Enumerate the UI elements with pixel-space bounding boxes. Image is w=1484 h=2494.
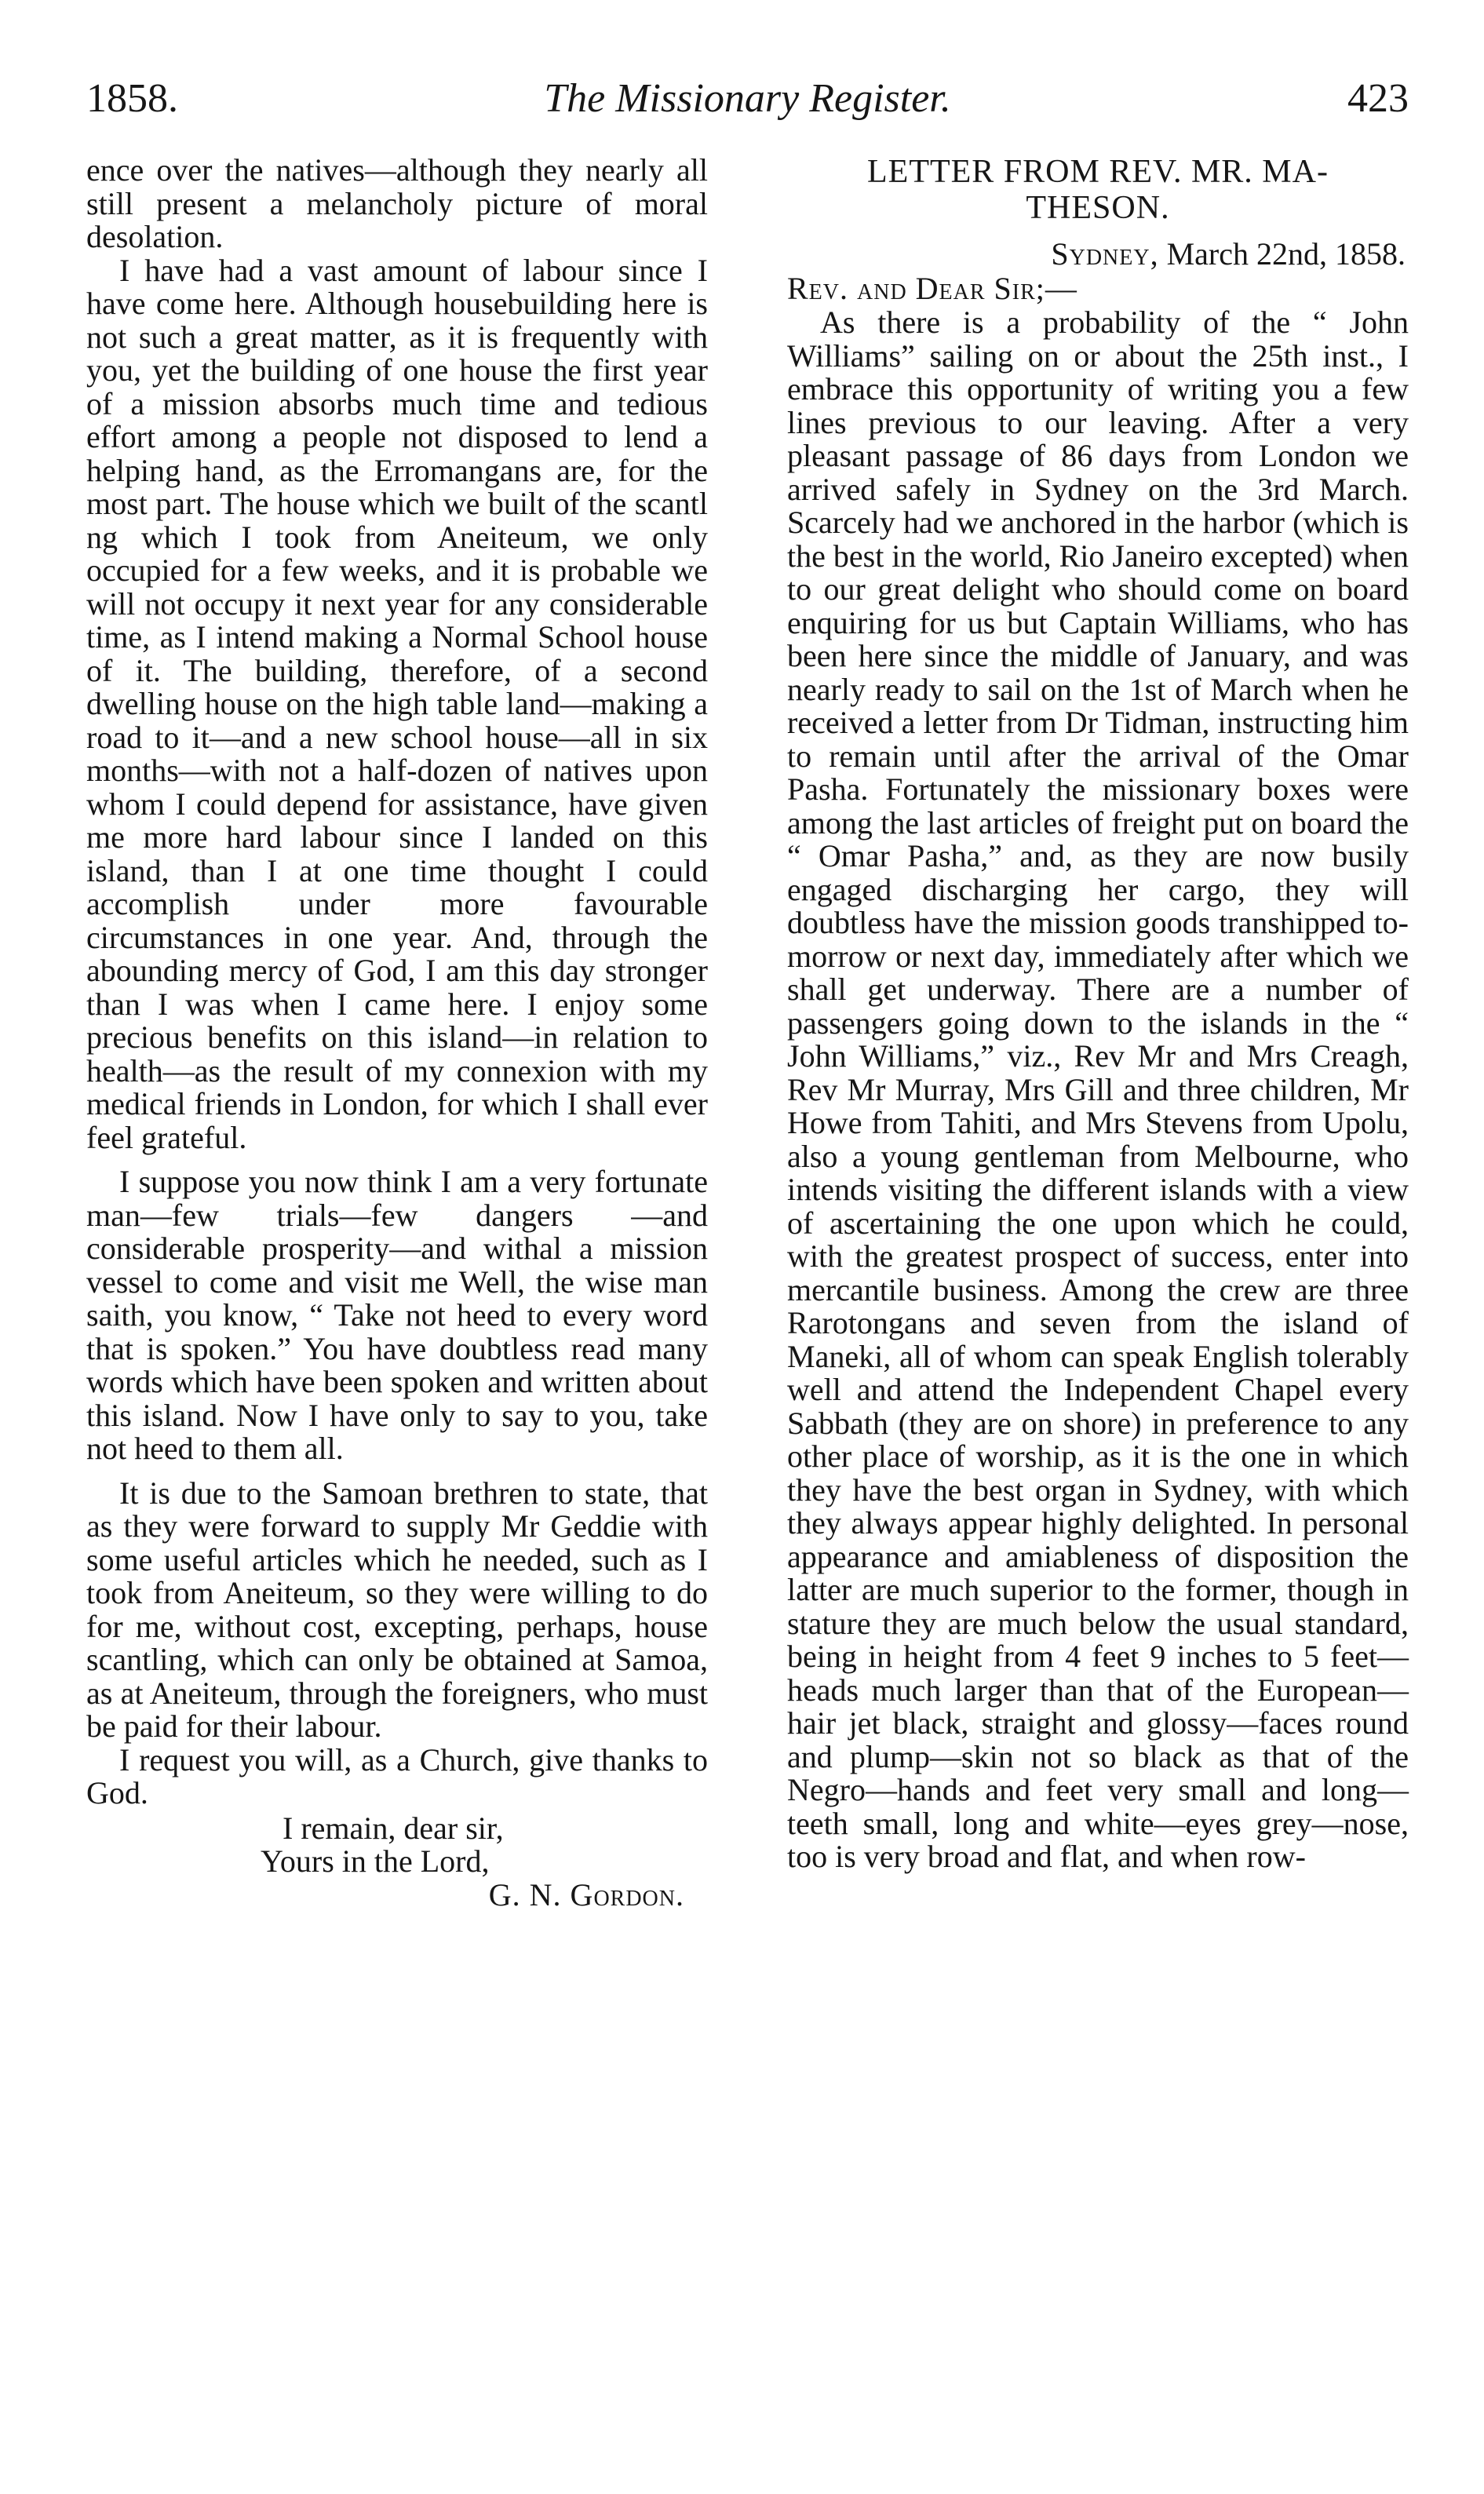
paragraph-request: I request you will, as a Church, give thanks to God. <box>86 1741 708 1810</box>
paragraph-fortunate-man: I suppose you now think I am a very fortunate man—few trials—few dangers —and considerable prosperity—and withal a mission vessel to come and visit me Well, the wise man saith, you know, “ Take not heed to every word that is spoken.” You have doubtless read many words which have been spoken and written about this island. Now I have only to say to you, take not heed to them all. <box>86 1164 708 1466</box>
right-column <box>787 154 1409 1874</box>
dateline-date: March 22nd, 1858. <box>1166 236 1406 272</box>
left-column <box>86 154 708 1912</box>
running-head <box>86 74 1409 124</box>
salutation: Rev. and Dear Sir;— <box>787 271 1077 306</box>
journal-title: The Missionary Register. <box>544 76 951 121</box>
page-number: 423 <box>1347 76 1409 121</box>
header-year: 1858. <box>86 76 178 121</box>
letter-heading <box>787 154 1409 226</box>
closing-line-remain: I remain, dear sir, <box>283 1810 504 1846</box>
dateline-place: Sydney, <box>1051 236 1159 272</box>
paragraph-continued: ence over the natives—although they nearly all still present a melancholy picture of moral desolation. <box>86 152 708 254</box>
letter-heading-line1: LETTER FROM REV. MR. MA- <box>867 154 1329 190</box>
paragraph-labour: I have had a vast amount of labour since I have come here. Although housebuilding here is not such a great matter, as it is frequently with you, yet the building of one house the first year of a mission absorbs much time and tedious effort among a people not disposed to lend a helping hand, as the Erromangans are, for the most part. The house which we built of the scantl ng which I took from Aneiteum, we only occupied for a few weeks, and it is probable we will not occupy it next year for any considerable time, as I intend making a Normal School house of it. The building, therefore, of a second dwelling house on the high table land—making a road to it—and a new school house—all in six months—with not a half-dozen of natives upon whom I could depend for assistance, have given me more hard labour since I landed on this island, than I at one time thought I could accomplish under more favourable circumstances in one year. And, through the abounding mercy of God, I am this day stronger than I was when I came here. I enjoy some precious benefits on this island—in relation to health—as the result of my connexion with my medical friends in London, for which I shall ever feel grateful. <box>86 252 708 1155</box>
signature: G. N. Gordon. <box>488 1876 684 1912</box>
closing-line-yours: Yours in the Lord, <box>261 1843 490 1879</box>
dateline <box>787 237 1406 272</box>
paragraph-samoan-brethren: It is due to the Samoan brethren to state, that as they were forward to supply Mr Geddie with some useful articles which he needed, such as I took from Aneiteum, so they were willing to do for me, without cost, excepting, perhaps, house scantling, which can only be obtained at Samoa, as at Aneiteum, through the foreigners, who must be paid for their labour. <box>86 1475 708 1744</box>
letter-heading-line2: THESON. <box>1026 190 1170 226</box>
letter-closing <box>86 1812 708 1912</box>
paragraph-matheson-letter: As there is a probability of the “ John Williams” sailing on or about the 25th inst., I embrace this opportunity of writing you a few lines previous to our leaving. After a very pleasant passage of 86 days from London we arrived safely in Sydney on the 3rd March. Scarcely had we anchored in the harbor (which is the best in the world, Rio Janeiro excepted) when to our great delight who should come on board enquiring for us but Captain Williams, who has been here since the middle of January, and was nearly ready to sail on the 1st of March when he received a letter from Dr Tidman, instructing him to remain until after the arrival of the Omar Pasha. Fortunately the missionary boxes were among the last articles of freight put on board the “ Omar Pasha,” and, as they are now busily engaged discharging her cargo, they will doubtless have the mission goods transhipped to-morrow or next day, immediately after which we shall get underway. There are a number of passengers going down to the islands in the “ John Williams,” viz., Rev Mr and Mrs Creagh, Rev Mr Murray, Mrs Gill and three children, Mr Howe from Tahiti, and Mrs Stevens from Upolu, also a young gentleman from Melbourne, who intends visiting the different islands with a view of ascertaining the one upon which he could, with the greatest prospect of success, enter into mercantile business. Among the crew are three Rarotongans and seven from the island of Maneki, all of whom can speak English tolerably well and attend the Independent Chapel every Sabbath (they are on shore) in preference to any other place of worship, as it is the one in which they have the best organ in Sydney, with which they always appear highly delighted. In personal appearance and amiableness of disposition the latter are much superior to the former, though in stature they are much below the usual standard, being in height from 4 feet 9 inches to 5 feet—heads much larger than that of the European—hair jet black, straight and glossy—faces round and plump—skin not so black as that of the Negro—hands and feet very small and long—teeth small, long and white—eyes grey—nose, too is very broad and flat, and when row- <box>787 304 1409 1874</box>
